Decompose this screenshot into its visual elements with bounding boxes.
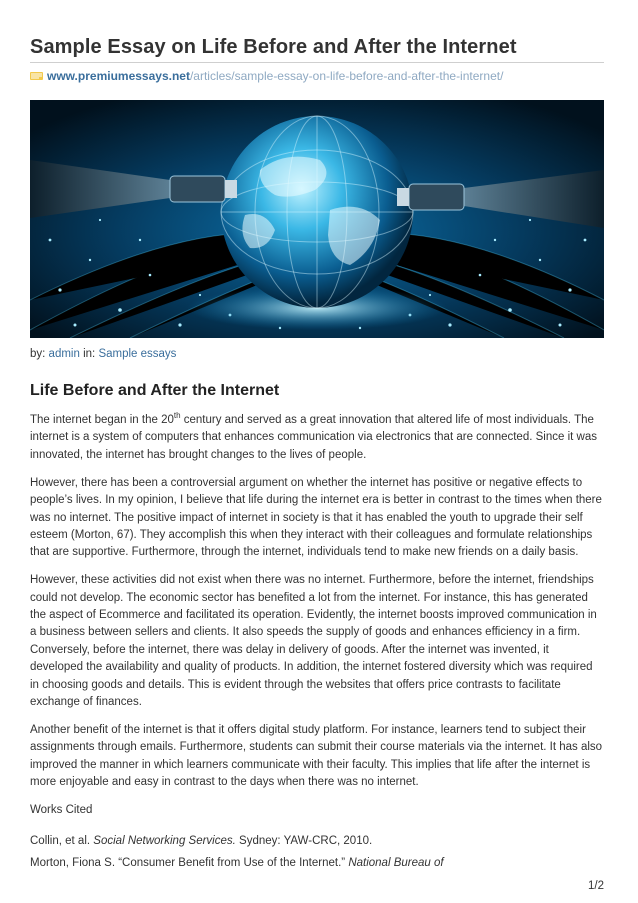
page-title: Sample Essay on Life Before and After the Internet <box>30 36 517 58</box>
article-body <box>30 412 604 802</box>
paragraph: However, these activities did not exist when there was no internet. Furthermore, before the internet, friendships could not develop. The economic sector has benefited a lot from the internet. For instance, this has generated the aspect of Ecommerce and facilitated its operation. Evidently, the internet boosts improved communication in a business between sellers and clients. It also speeds the supply of goods and enhances efficiency in a firm. Conversely, before the internet, there was delay in delivery of goods. After the internet was invented, it developed the availability and quality of products. In addition, the internet fostered diversity which was required in choosing goods and details. This is evident through the websites that offers price contrasts to facilitate exchange of finances. <box>30 574 597 709</box>
citation-author: Collin, et al. <box>30 835 91 847</box>
byline-in-label: in: <box>83 348 96 360</box>
citation-publisher: Sydney: YAW-CRC, 2010. <box>239 835 373 847</box>
feed-icon <box>30 71 43 81</box>
source-url-path[interactable]: /articles/sample-essay-on-life-before-and-after-the-internet/ <box>189 69 504 83</box>
citation-author: Morton, Fiona S. “Consumer Benefit from Use of the Internet.” <box>30 857 346 869</box>
globe-network-cables-image <box>30 100 604 338</box>
citation-title: Social Networking Services. <box>93 835 236 847</box>
paragraph-text: The internet began in the 20 <box>30 414 174 426</box>
citation-title: National Bureau of <box>348 857 444 869</box>
category-link[interactable]: Sample essays <box>98 348 177 360</box>
works-cited-heading: Works Cited <box>30 804 93 816</box>
paragraph: Another benefit of the internet is that it offers digital study platform. For instance, learners tend to subject their assignments through emails. Furthermore, students can submit their course materials via the internet. It has also improved the manner in which learners communicate with their faculty. This implies that life after the internet is more enjoyable and easy in contrast to the days when there was no internet. <box>30 724 603 789</box>
source-url-domain[interactable]: www.premiumessays.net <box>47 69 190 83</box>
paragraph-text: century and served as a great innovation that altered life of most individuals. The internet is a system of computers that enhances communication via electronics that are connected. Since it was innovated, the internet has brought changes to the lives of people. <box>30 414 597 461</box>
source-url[interactable] <box>30 69 604 83</box>
citation <box>30 857 444 869</box>
author-link[interactable]: admin <box>48 348 80 360</box>
page-number: 1/2 <box>588 880 604 892</box>
title-divider <box>30 62 604 63</box>
paragraph <box>30 412 604 464</box>
article-heading: Life Before and After the Internet <box>30 382 280 399</box>
paragraph: However, there has been a controversial argument on whether the internet has positive or negative effects to people’s lives. In my opinion, I believe that life during the internet era is better in contrast to the times when there was no internet. The positive impact of internet in society is that it has enabled the youth to upgrade their self esteem (Morton, 67). They accomplish this when they interact with their colleagues and formulate relationships that are supportive. Furthermore, through the internet, individuals tend to make new friends on a daily basis. <box>30 476 602 559</box>
article-byline <box>30 348 176 360</box>
citation <box>30 835 372 847</box>
superscript: th <box>173 411 181 421</box>
byline-by-label: by: <box>30 348 46 360</box>
hero-image <box>30 100 604 338</box>
